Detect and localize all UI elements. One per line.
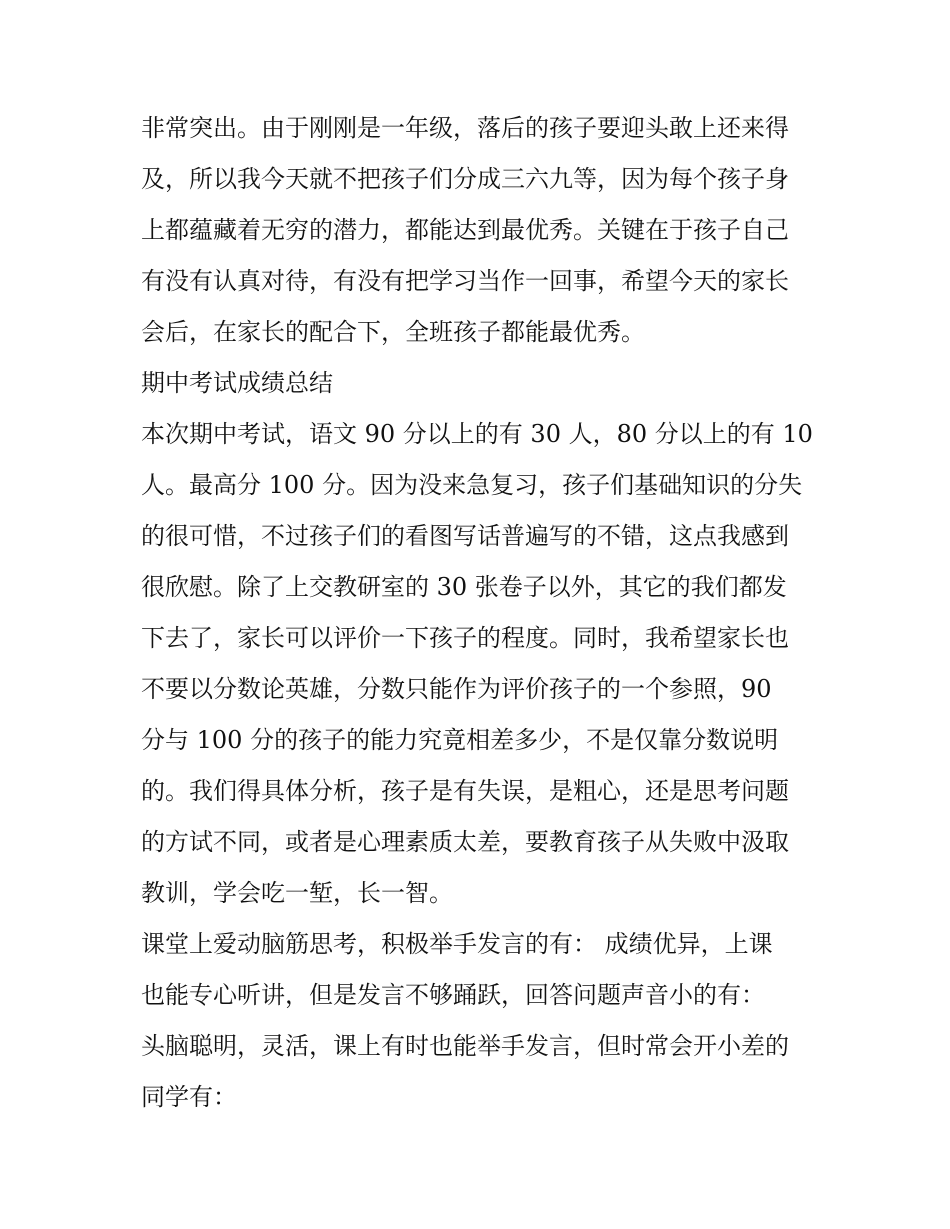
text-line: 本次期中考试，语文 90 分以上的有 30 人，80 分以上的有 10 (141, 420, 813, 448)
section-heading: 期中考试成绩总结 (141, 369, 333, 397)
text-line: 课堂上爱动脑筋思考，积极举手发言的有： 成绩优异，上课 (141, 930, 773, 958)
text-line: 头脑聪明，灵活，课上有时也能举手发言，但时常会开小差的 (141, 1032, 789, 1060)
text-line: 会后，在家长的配合下，全班孩子都能最优秀。 (141, 318, 645, 346)
text-line: 同学有： (141, 1083, 237, 1111)
text-line: 及，所以我今天就不把孩子们分成三六九等，因为每个孩子身 (141, 165, 789, 193)
text-line: 分与 100 分的孩子的能力究竟相差多少，不是仅靠分数说明 (141, 726, 779, 754)
text-line: 非常突出。由于刚刚是一年级，落后的孩子要迎头敢上还来得 (141, 114, 789, 142)
text-line: 的方试不同，或者是心理素质太差，要教育孩子从失败中汲取 (141, 828, 789, 856)
text-line: 的。我们得具体分析，孩子是有失误，是粗心，还是思考问题 (141, 777, 789, 805)
text-line: 不要以分数论英雄，分数只能作为评价孩子的一个参照，90 (141, 675, 772, 703)
text-line: 教训，学会吃一堑，长一智。 (141, 879, 453, 907)
text-line: 也能专心听讲，但是发言不够踊跃，回答问题声音小的有： (141, 981, 765, 1009)
text-line: 有没有认真对待，有没有把学习当作一回事，希望今天的家长 (141, 267, 789, 295)
text-line: 下去了，家长可以评价一下孩子的程度。同时，我希望家长也 (141, 624, 789, 652)
text-line: 很欣慰。除了上交教研室的 30 张卷子以外，其它的我们都发 (141, 573, 787, 601)
text-line: 上都蕴藏着无穷的潜力，都能达到最优秀。关键在于孩子自己 (141, 216, 789, 244)
text-line: 人。最高分 100 分。因为没来急复习，孩子们基础知识的分失 (141, 471, 803, 499)
text-line: 的很可惜，不过孩子们的看图写话普遍写的不错，这点我感到 (141, 522, 789, 550)
